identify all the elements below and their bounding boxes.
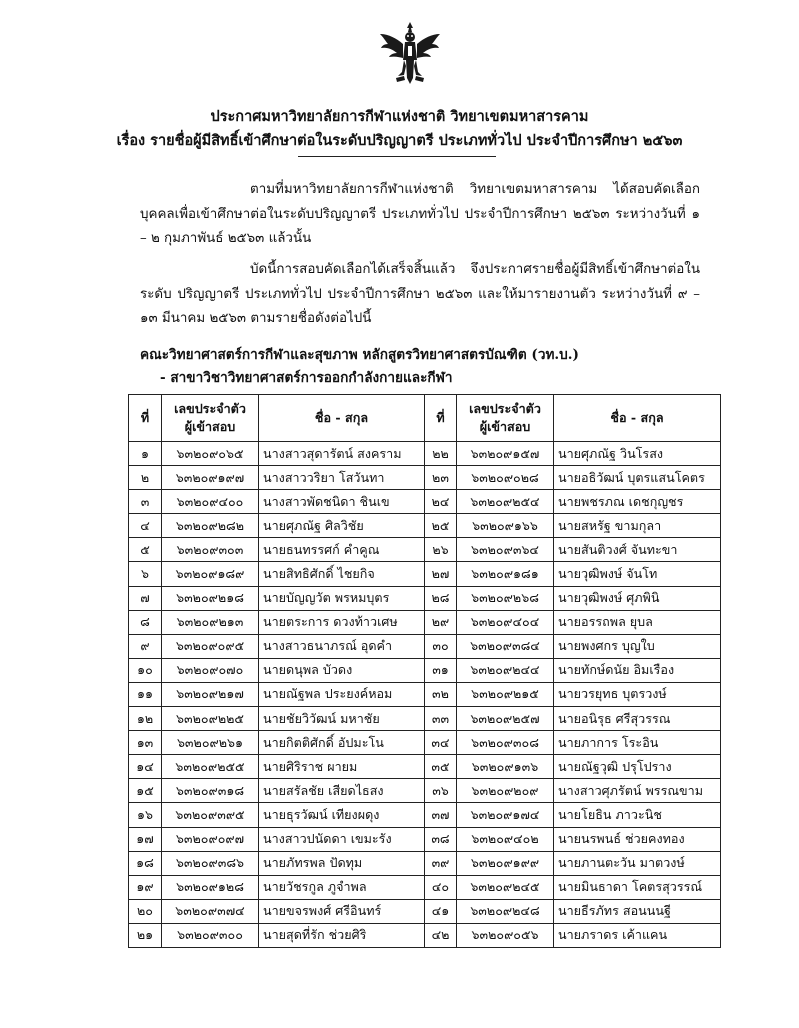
- candidate-name: นางสาววริยา โสวันทา: [259, 466, 425, 490]
- table-row: [129, 586, 721, 610]
- candidate-id: ๖๓๒๐๙๔๐๐: [162, 490, 259, 514]
- candidate-id: ๖๓๒๐๙๒๖๑: [162, 731, 259, 755]
- candidate-name: นายสหรัฐ ขามกุลา: [554, 514, 721, 538]
- row-number: ๑: [129, 442, 162, 466]
- candidate-name: นายกิตติศักดิ์ อัปมะโน: [259, 731, 425, 755]
- candidate-table: [128, 394, 721, 948]
- row-number: ๒๙: [425, 610, 457, 634]
- row-number: ๔๑: [425, 899, 457, 923]
- row-number: ๓๑: [425, 658, 457, 682]
- candidate-id: ๖๓๒๐๙๓๐๘: [457, 731, 554, 755]
- row-number: ๒๓: [425, 466, 457, 490]
- row-number: ๒๔: [425, 490, 457, 514]
- candidate-name: นายณัฐพล ประยงค์หอม: [259, 682, 425, 706]
- candidate-id: ๖๓๒๐๙๒๑๕: [457, 682, 554, 706]
- row-number: ๖: [129, 562, 162, 586]
- candidate-id: ๖๓๒๐๙๒๑๘: [162, 586, 259, 610]
- paragraph-2-text: บัดนี้การสอบคัดเลือกได้เสร็จสิ้นแล้ว จึงประกาศรายชื่อผู้มีสิทธิ์เข้าศึกษาต่อในระดับ ปริญญาตรี ประเภททั่วไป ประจำปีการศึกษา ๒๕๖๓ และให้มารายงานตัว ระหว่างวันที่ ๙ – ๑๓ มีนาคม ๒๕๖๓ ตามรายชื่อดังต่อไปนี้: [140, 262, 700, 326]
- table-row: [129, 851, 721, 875]
- candidate-id: ๖๓๒๐๙๒๒๕: [162, 707, 259, 731]
- candidate-id: ๖๓๒๐๙๓๑๘: [162, 779, 259, 803]
- candidate-name: นายธีรภัทร สอนนนฐี: [554, 899, 721, 923]
- row-number: ๓๖: [425, 779, 457, 803]
- candidate-id: ๖๓๒๐๙๓๐๓: [162, 538, 259, 562]
- row-number: ๑๘: [129, 851, 162, 875]
- row-number: ๒๕: [425, 514, 457, 538]
- header-name: ชื่อ - สกุล: [554, 395, 721, 442]
- header-name: ชื่อ - สกุล: [259, 395, 425, 442]
- candidate-id: ๖๓๒๐๙๐๕๖: [457, 923, 554, 947]
- candidate-name: นายธุรวัฒน์ เทียงผดุง: [259, 803, 425, 827]
- candidate-id: ๖๓๒๐๙๑๙๗: [162, 466, 259, 490]
- candidate-name: นางสาวศุภรัตน์ พรรณขาม: [554, 779, 721, 803]
- row-number: ๒๘: [425, 586, 457, 610]
- candidate-id: ๖๓๒๐๙๑๓๖: [457, 755, 554, 779]
- row-number: ๓๘: [425, 827, 457, 851]
- announcement-title: ประกาศมหาวิทยาลัยการกีฬาแห่งชาติ วิทยาเขตมหาสารคาม: [210, 108, 589, 125]
- candidate-name: นางสาวสุดารัตน์ สงคราม: [259, 442, 425, 466]
- row-number: ๔๒: [425, 923, 457, 947]
- candidate-id: ๖๓๒๐๙๒๑๗: [162, 682, 259, 706]
- candidate-id: ๖๓๒๐๙๒๔๔: [457, 658, 554, 682]
- paragraph-2: [140, 258, 700, 332]
- candidate-name: นายโยธิน ภาวะนิช: [554, 803, 721, 827]
- candidate-id: ๖๓๒๐๙๒๑๓: [162, 610, 259, 634]
- candidate-name: นายสิทธิศักดิ์ ไชยกิจ: [259, 562, 425, 586]
- candidate-name: นายสุดที่รัก ช่วยศิริ: [259, 923, 425, 947]
- announcement-header: [0, 104, 799, 152]
- row-number: ๗: [129, 586, 162, 610]
- header-id-line1: เลขประจำตัว: [469, 401, 541, 416]
- candidate-id: ๖๓๒๐๙๒๔๘: [457, 899, 554, 923]
- row-number: ๓๙: [425, 851, 457, 875]
- candidate-id: ๖๓๒๐๙๐๙๕: [162, 634, 259, 658]
- row-number: ๔๐: [425, 875, 457, 899]
- candidate-name: นายอรรถพล ยุบล: [554, 610, 721, 634]
- candidate-name: นายวรยุทธ บุตรวงษ์: [554, 682, 721, 706]
- candidate-name: นายพชรภณ เดชกุญชร: [554, 490, 721, 514]
- table-row: [129, 875, 721, 899]
- row-number: ๑๒: [129, 707, 162, 731]
- faculty-heading: คณะวิทยาศาสตร์การกีฬาและสุขภาพ หลักสูตรวิทยาศาสตรบัณฑิต (วท.บ.): [140, 347, 579, 363]
- table-row: [129, 634, 721, 658]
- candidate-name: นายอธิวัฒน์ บุตรแสนโคตร: [554, 466, 721, 490]
- table-row: [129, 827, 721, 851]
- row-number: ๓๗: [425, 803, 457, 827]
- candidate-name: นายภาการ โระอิน: [554, 731, 721, 755]
- candidate-name: นายสรัลชัย เสียดไธสง: [259, 779, 425, 803]
- row-number: ๑๕: [129, 779, 162, 803]
- paragraph-1: [140, 178, 700, 252]
- candidate-name: นายศุภณัฐ วินโรสง: [554, 442, 721, 466]
- candidate-id: ๖๓๒๐๙๑๕๗: [457, 442, 554, 466]
- candidate-id: ๖๓๒๐๙๒๕๔: [457, 490, 554, 514]
- candidate-id: ๖๓๒๐๙๒๘๒: [162, 514, 259, 538]
- candidate-name: นายพงศกร บุญใบ: [554, 634, 721, 658]
- announcement-subject: เรื่อง รายชื่อผู้มีสิทธิ์เข้าศึกษาต่อในระดับปริญญาตรี ประเภททั่วไป ประจำปีการศึกษา ๒๕๖๓: [116, 132, 683, 149]
- candidate-id: ๖๓๒๐๙๓๘๖: [162, 851, 259, 875]
- table-row: [129, 707, 721, 731]
- candidate-name: นายภัทรพล ปัดทุม: [259, 851, 425, 875]
- candidate-name: นายชัยวิวัฒน์ มหาชัย: [259, 707, 425, 731]
- candidate-name: นายภานตะวัน มาตวงษ์: [554, 851, 721, 875]
- row-number: ๑๑: [129, 682, 162, 706]
- candidate-name: นายสันติวงศ์ จันทะขา: [554, 538, 721, 562]
- candidate-name: นายภราดร เค้าแคน: [554, 923, 721, 947]
- header-id-line1: เลขประจำตัว: [174, 401, 246, 416]
- candidate-id: ๖๓๒๐๙๒๕๗: [457, 707, 554, 731]
- row-number: ๒: [129, 466, 162, 490]
- candidate-name: นางสาวปนัดดา เขมะรัง: [259, 827, 425, 851]
- candidate-name: นายตระการ ดวงท้าวเศษ: [259, 610, 425, 634]
- row-number: ๓๐: [425, 634, 457, 658]
- header-id: [457, 395, 554, 442]
- candidate-id: ๖๓๒๐๙๐๒๘: [457, 466, 554, 490]
- candidate-id: ๖๓๒๐๙๑๒๘: [162, 875, 259, 899]
- candidate-name: นายดนุพล บัวดง: [259, 658, 425, 682]
- table-header-row: [129, 395, 721, 442]
- row-number: ๓๕: [425, 755, 457, 779]
- candidate-name: นายวุฒิพงษ์ จันโท: [554, 562, 721, 586]
- candidate-name: นายอนิรุธ ศรีสุวรรณ: [554, 707, 721, 731]
- candidate-id: ๖๓๒๐๙๓๙๕: [162, 803, 259, 827]
- candidate-id: ๖๓๒๐๙๓๐๐: [162, 923, 259, 947]
- candidate-name: นายวุฒิพงษ์ ศุภพินิ: [554, 586, 721, 610]
- table-row: [129, 466, 721, 490]
- paragraph-1-text: ตามที่มหาวิทยาลัยการกีฬาแห่งชาติ วิทยาเขตมหาสารคาม ได้สอบคัดเลือกบุคคลเพื่อเข้าศึกษาต่อในระดับปริญญาตรี ประเภททั่วไป ประจำปีการศึกษา ๒๕๖๓ ระหว่างวันที่ ๑ – ๒ กุมภาพันธ์ ๒๕๖๓ แล้วนั้น: [140, 182, 700, 246]
- candidate-id: ๖๓๒๐๙๐๙๗: [162, 827, 259, 851]
- candidate-id: ๖๓๒๐๙๑๘๑: [457, 562, 554, 586]
- candidate-name: นายทักษ์ดนัย อิมเรือง: [554, 658, 721, 682]
- garuda-emblem-icon: [378, 20, 442, 88]
- row-number: ๑๐: [129, 658, 162, 682]
- row-number: ๓๓: [425, 707, 457, 731]
- candidate-id: ๖๓๒๐๙๓๗๔: [162, 899, 259, 923]
- candidate-name: นายนรพนธ์ ช่วยคงทอง: [554, 827, 721, 851]
- table-row: [129, 899, 721, 923]
- candidate-id: ๖๓๒๐๙๒๔๕: [457, 875, 554, 899]
- candidate-id: ๖๓๒๐๙๑๘๙: [162, 562, 259, 586]
- row-number: ๑๓: [129, 731, 162, 755]
- table-row: [129, 779, 721, 803]
- candidate-name: นางสาวพัดชนิดา ชินเข: [259, 490, 425, 514]
- candidate-id: ๖๓๒๐๙๐๗๐: [162, 658, 259, 682]
- row-number: ๑๗: [129, 827, 162, 851]
- row-number: ๘: [129, 610, 162, 634]
- row-number: ๓๔: [425, 731, 457, 755]
- candidate-name: นายศุภณัฐ ศิลวิชัย: [259, 514, 425, 538]
- candidate-id: ๖๓๒๐๙๒๖๘: [457, 586, 554, 610]
- candidate-name: นายมินธาดา โคตรสุวรรณ์: [554, 875, 721, 899]
- row-number: ๑๔: [129, 755, 162, 779]
- table-row: [129, 803, 721, 827]
- header-divider: [298, 156, 496, 157]
- candidate-name: นายขจรพงศ์ ศรีอินทร์: [259, 899, 425, 923]
- table-row: [129, 923, 721, 947]
- table-row: [129, 610, 721, 634]
- table-row: [129, 562, 721, 586]
- table-row: [129, 731, 721, 755]
- header-no: ที่: [425, 395, 457, 442]
- candidate-name: นายวัชรกูล ภูจำพล: [259, 875, 425, 899]
- candidate-name: นางสาวธนาภรณ์ อุดคำ: [259, 634, 425, 658]
- table-row: [129, 490, 721, 514]
- row-number: ๒๖: [425, 538, 457, 562]
- row-number: ๒๒: [425, 442, 457, 466]
- header-id-line2: ผู้เข้าสอบ: [184, 419, 236, 434]
- candidate-id: ๖๓๒๐๙๑๙๙: [457, 851, 554, 875]
- candidate-id: ๖๓๒๐๙๔๐๒: [457, 827, 554, 851]
- row-number: ๓: [129, 490, 162, 514]
- candidate-name: นายธนทรรศก์ คำคูณ: [259, 538, 425, 562]
- table-row: [129, 658, 721, 682]
- row-number: ๙: [129, 634, 162, 658]
- candidate-id: ๖๓๒๐๙๒๕๕: [162, 755, 259, 779]
- row-number: ๔: [129, 514, 162, 538]
- candidate-name: นายณัฐวุฒิ ปรุโปราง: [554, 755, 721, 779]
- candidate-id: ๖๓๒๐๙๔๐๔: [457, 610, 554, 634]
- candidate-id: ๖๓๒๐๙๑๖๖: [457, 514, 554, 538]
- program-heading: - สาขาวิชาวิทยาศาสตร์การออกกำลังกายและกีฬา: [160, 370, 453, 386]
- candidate-id: ๖๓๒๐๙๑๗๔: [457, 803, 554, 827]
- table-row: [129, 442, 721, 466]
- row-number: ๒๐: [129, 899, 162, 923]
- candidate-id: ๖๓๒๐๙๒๐๙: [457, 779, 554, 803]
- candidate-id: ๖๓๒๐๙๓๘๔: [457, 634, 554, 658]
- table-row: [129, 755, 721, 779]
- table-row: [129, 514, 721, 538]
- row-number: ๒๗: [425, 562, 457, 586]
- candidate-name: นายบัญญวัต พรหมบุตร: [259, 586, 425, 610]
- header-id: [162, 395, 259, 442]
- row-number: ๑๙: [129, 875, 162, 899]
- candidate-name: นายศิริราช ผายม: [259, 755, 425, 779]
- candidate-id: ๖๓๒๐๙๐๖๕: [162, 442, 259, 466]
- table-row: [129, 682, 721, 706]
- row-number: ๕: [129, 538, 162, 562]
- candidate-table-body: [129, 442, 721, 948]
- header-id-line2: ผู้เข้าสอบ: [479, 419, 531, 434]
- row-number: ๒๑: [129, 923, 162, 947]
- candidate-id: ๖๓๒๐๙๓๖๔: [457, 538, 554, 562]
- header-no: ที่: [129, 395, 162, 442]
- row-number: ๓๒: [425, 682, 457, 706]
- row-number: ๑๖: [129, 803, 162, 827]
- table-row: [129, 538, 721, 562]
